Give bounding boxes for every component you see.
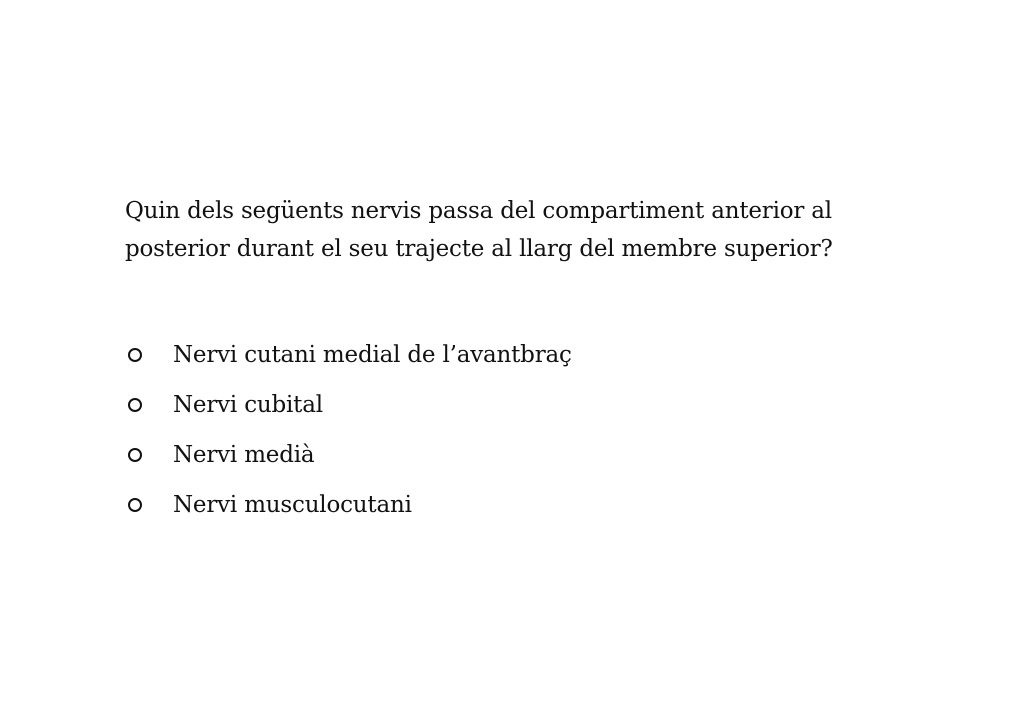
answer-option-label: Nervi musculocutani xyxy=(173,492,412,518)
answer-option-label: Nervi cubital xyxy=(173,392,323,418)
answer-option-label: Nervi cutani medial de l’avantbraç xyxy=(173,342,572,368)
answer-option-1[interactable] xyxy=(125,330,572,380)
radio-button-icon[interactable] xyxy=(128,448,142,462)
radio-button-icon[interactable] xyxy=(128,348,142,362)
quiz-question-block xyxy=(125,192,925,518)
answer-options xyxy=(125,330,572,530)
answer-option-3[interactable] xyxy=(125,430,572,480)
radio-button-icon[interactable] xyxy=(128,398,142,412)
radio-button-icon[interactable] xyxy=(128,498,142,512)
answer-option-4[interactable] xyxy=(125,480,572,530)
question-text: Quin dels següents nervis passa del compartiment anterior al posterior durant el seu trajecte al llarg del membre superior? xyxy=(125,198,833,262)
answer-option-label: Nervi medià xyxy=(173,442,315,468)
answer-option-2[interactable] xyxy=(125,380,572,430)
